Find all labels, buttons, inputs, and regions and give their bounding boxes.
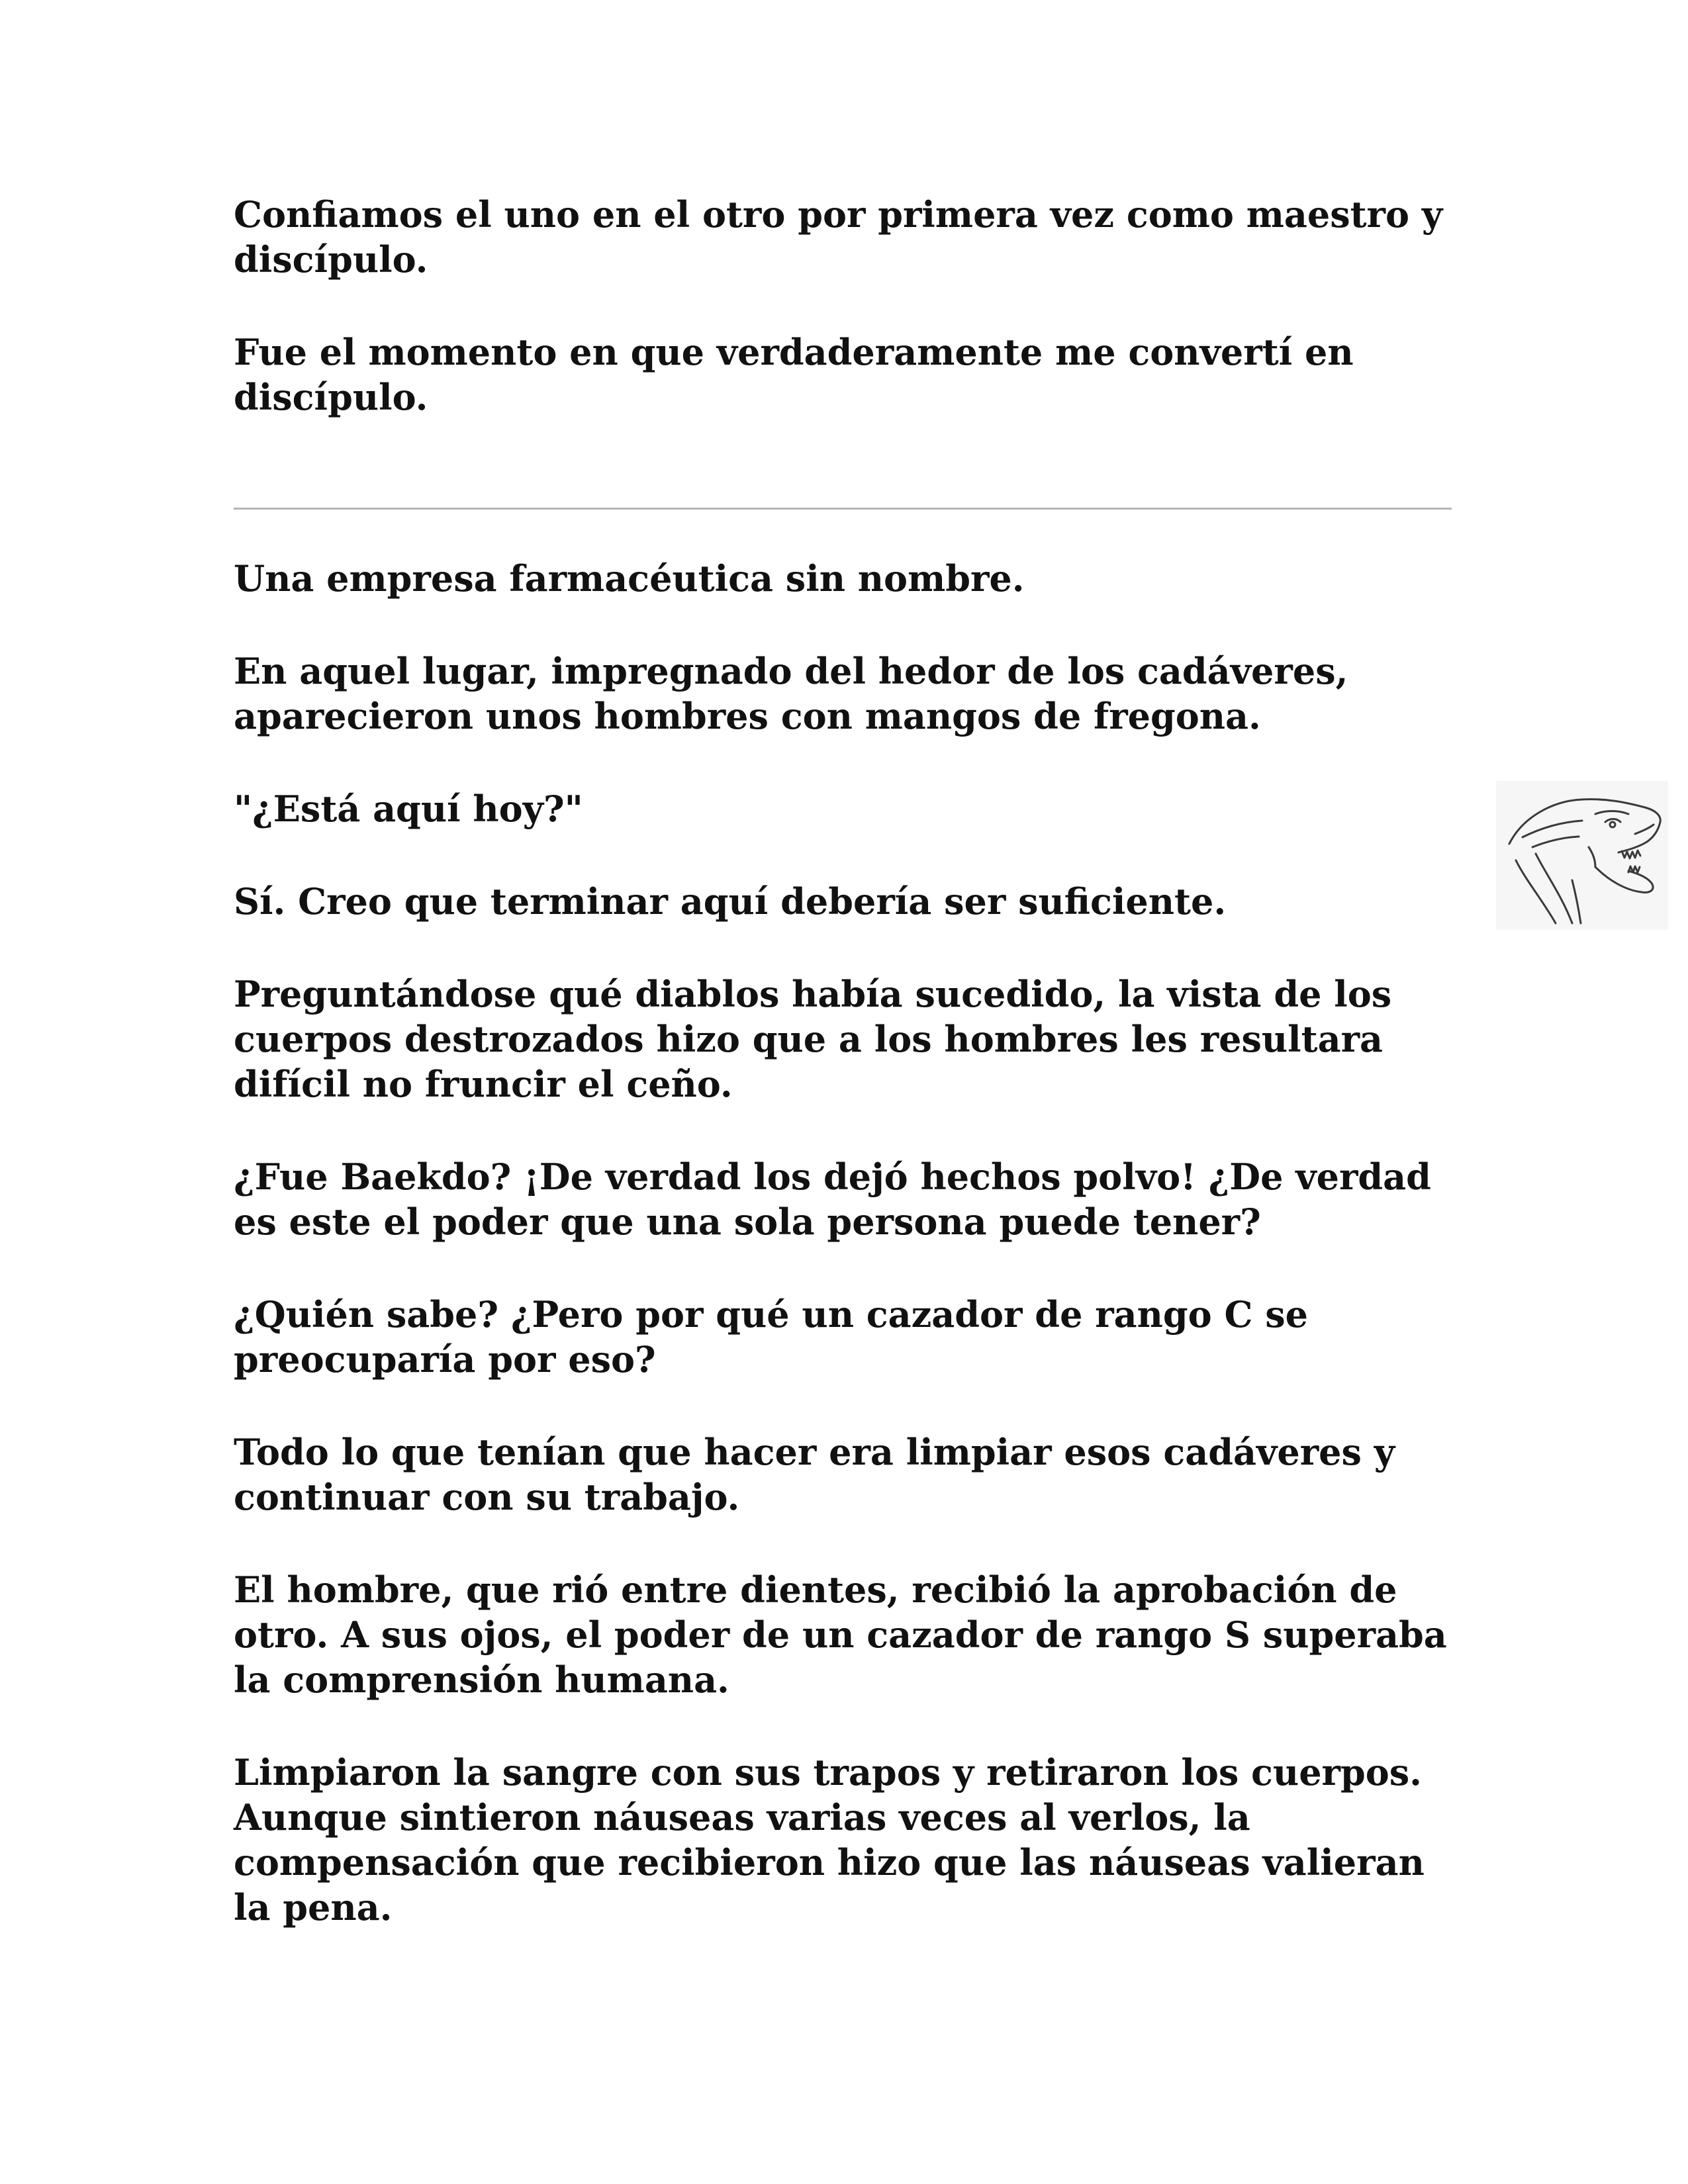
paragraph: Todo lo que tenían que hacer era limpiar esos cadáveres y continuar con su trabajo. (234, 1431, 1395, 1518)
section-top-text (234, 192, 1452, 420)
paragraph: Confiamos el uno en el otro por primera vez como maestro y discípulo. (234, 193, 1443, 281)
paragraph: ¿Fue Baekdo? ¡De verdad los dejó hechos polvo! ¿De verdad es este el poder que una sola persona puede tener? (234, 1156, 1431, 1243)
paragraph: Una empresa farmacéutica sin nombre. (234, 557, 1025, 600)
paragraph: El hombre, que rió entre dientes, recibió la aprobación de otro. A sus ojos, el poder de un cazador de rango S superaba la comprensión humana. (234, 1569, 1447, 1701)
paragraph: Limpiaron la sangre con sus trapos y retiraron los cuerpos. Aunque sintieron náuseas varias veces al verlos, la compensación que recibieron hizo que las náuseas valieran la pena. (234, 1751, 1425, 1929)
paragraph: Fue el momento en que verdaderamente me convertí en discípulo. (234, 331, 1354, 418)
section-main-text (234, 556, 1452, 1930)
paragraph: Sí. Creo que terminar aquí debería ser suficiente. (234, 880, 1227, 923)
paragraph: "¿Está aquí hoy?" (234, 788, 583, 830)
section-divider (234, 508, 1452, 510)
paragraph: En aquel lugar, impregnado del hedor de los cadáveres, aparecieron unos hombres con mangos de fregona. (234, 650, 1348, 737)
paragraph: Preguntándose qué diablos había sucedido, la vista de los cuerpos destrozados hizo que a los hombres les resultara difícil no fruncir el ceño. (234, 973, 1392, 1105)
dinosaur-head-sketch-icon (1496, 781, 1668, 930)
paragraph: ¿Quién sabe? ¿Pero por qué un cazador de rango C se preocuparía por eso? (234, 1293, 1309, 1381)
